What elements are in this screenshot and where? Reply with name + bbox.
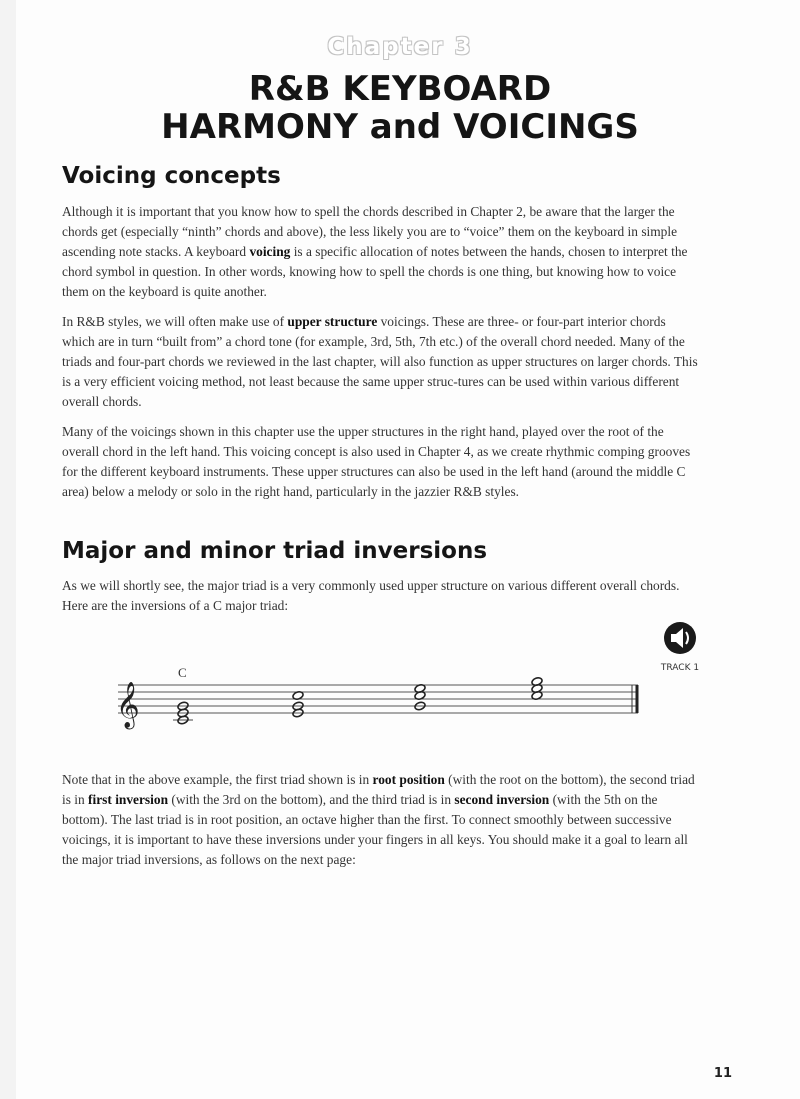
title-line-2: HARMONY and VOICINGS (161, 107, 639, 147)
text-run: (with the root on the bottom), the second triad is in (62, 772, 695, 807)
triad-chord (531, 677, 543, 701)
bold-term: voicing (249, 244, 291, 259)
text-run: Many of the voicings shown in this chapter use the upper structures in the right hand, played over the root of the overall chord in the left hand. This voicing concept is also used in Chapter 4, as we create rhythmic comping grooves for the different keyboard instruments. These upper structures can also be used in the left hand (around the middle C area) below a melody or solo in the right hand, particularly in the jazzier R&B styles. (62, 424, 691, 499)
triad-notes (173, 677, 543, 725)
text-run: voicings. These are three- or four-part interior chords which are in turn “built from” a chord tone (for example, 3rd, 5th, 7th etc.) of the overall chord needed. Many of the triads and four-part chords we reviewed in the last chapter, will also function as upper structures on larger chords. This is a very efficient voicing method, not least because the same upper struc-tures can be used within various different overall chords. (62, 314, 698, 409)
bold-term: root position (372, 772, 445, 787)
text-run: is a specific allocation of notes between the hands, chosen to interpret the chord symbol in question. In other words, knowing how to spell the chords is one thing, but knowing how to voice them on the keyboard is quite another. (62, 244, 688, 299)
staff-lines (118, 685, 638, 713)
text-run: In R&B styles, we will often make use of (62, 314, 288, 329)
paragraph-triads-2 (62, 770, 698, 870)
track-label: TRACK 1 (660, 663, 700, 673)
bold-term: second inversion (454, 792, 550, 807)
chord-symbol: C (178, 665, 187, 680)
bold-term: first inversion (88, 792, 169, 807)
section-heading-triads: Major and minor triad inversions (62, 538, 488, 564)
triad-chord (414, 684, 426, 711)
text-run: (with the 5th on the bottom). The last triad is in root position, an octave higher than the first. To connect smoothly between successive voicings, it is important to have these inversions under your fingers in all keys. You should make it a goal to learn all the major triad inversions, as follows on the next page: (62, 792, 688, 867)
chapter-label: Chapter 3 (327, 34, 473, 60)
text-run: (with the 3rd on the bottom), and the third triad is in (168, 792, 455, 807)
text-run: Although it is important that you know how to spell the chords described in Chapter 2, be aware that the larger the chords get (especially “ninth” chords and above), the less likely you are to “voice” them on the keyboard in simple ascending note stacks. A keyboard (62, 204, 678, 259)
title-line-1: R&B KEYBOARD (248, 69, 552, 109)
text-run: Note that in the above example, the first triad shown is in (62, 772, 373, 787)
text-run: As we will shortly see, the major triad is a very commonly used upper structure on various different overall chords. Here are the inversions of a C major triad: (62, 578, 680, 613)
bold-term: upper structure (287, 314, 378, 329)
triad-chord (292, 691, 304, 718)
section-heading-voicing: Voicing concepts (62, 163, 281, 189)
page-number: 11 (713, 1066, 732, 1081)
treble-clef: 𝄞 (116, 682, 140, 728)
